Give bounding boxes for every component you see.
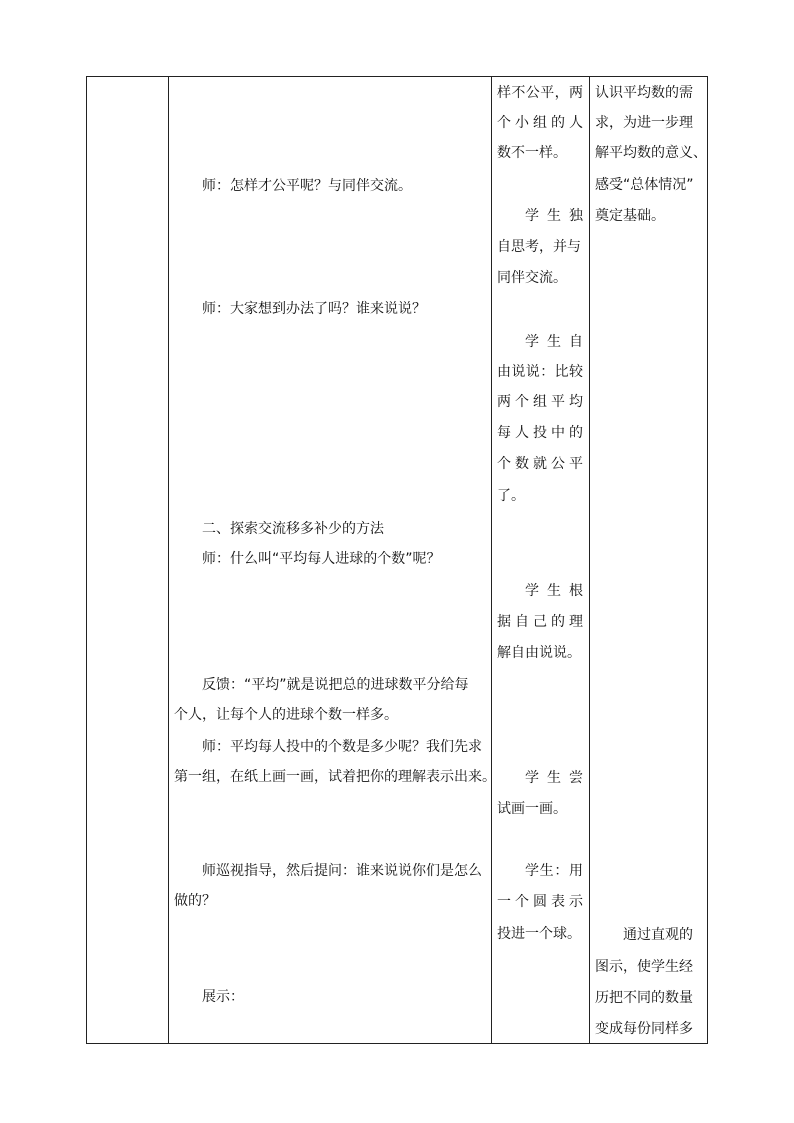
intent-2-line-3: 历把不同的数量 (595, 990, 693, 1006)
student-response-6-line-1: 学生：用 (525, 863, 583, 879)
feedback-line-2: 个人，让每个人的进球个数一样多。 (174, 707, 398, 723)
student-response-5-line-1: 学生尝 (525, 770, 583, 786)
intent-1-line-4: 感受“总体情况” (595, 177, 694, 193)
student-response-2-line-3: 同伴交流。 (497, 270, 567, 286)
student-response-3-line-6: 了。 (497, 488, 525, 504)
column-divider-1 (168, 77, 169, 1043)
student-response-1-line-1: 样不公平，两 (497, 85, 583, 101)
student-response-6-line-2: 一个圆表示 (497, 894, 583, 910)
student-response-2-line-1: 学生独 (525, 208, 583, 224)
column-divider-2 (491, 77, 492, 1043)
student-response-1-line-2: 个小组的人 (497, 115, 583, 131)
student-response-6-line-3: 投进一个球。 (497, 926, 581, 942)
student-response-2-line-2: 自思考，并与 (497, 239, 581, 255)
student-response-1-line-3: 数不一样。 (497, 145, 567, 161)
student-response-3-line-3: 两个组平均 (497, 394, 583, 410)
intent-1-line-1: 认识平均数的需 (595, 85, 693, 101)
column-divider-3 (589, 77, 590, 1043)
student-response-4-line-2: 据自己的理 (497, 614, 583, 630)
intent-2-line-4: 变成每份同样多 (595, 1021, 693, 1037)
student-response-4-line-3: 解自由说说。 (497, 645, 581, 661)
teacher-question-fairness: 师：怎样才公平呢？与同伴交流。 (202, 178, 412, 194)
student-response-5-line-2: 试画一画。 (497, 801, 567, 817)
intent-2-line-2: 图示，使学生经 (595, 959, 693, 975)
teacher-guide-line-2: 做的？ (174, 893, 216, 909)
intent-2-line-1: 通过直观的 (623, 927, 693, 943)
teacher-guide-line-1: 师巡视指导，然后提问：谁来说说你们是怎么 (202, 863, 482, 879)
student-response-3-line-5: 个数就公平 (497, 456, 583, 472)
student-response-3-line-2: 由说说：比较 (497, 364, 583, 380)
section-heading-explore: 二、探索交流移多补少的方法 (202, 521, 384, 537)
intent-1-line-2: 求，为进一步理 (595, 115, 693, 131)
student-response-4-line-1: 学生根 (525, 583, 583, 599)
teacher-question-average: 师：什么叫“平均每人进球的个数”呢？ (202, 551, 441, 567)
intent-1-line-3: 解平均数的意义、 (595, 145, 707, 161)
feedback-line-1: 反馈：“平均”就是说把总的进球数平分给每 (202, 677, 469, 693)
teacher-question-draw-line-2: 第一组，在纸上画一画，试着把你的理解表示出来。 (174, 769, 496, 785)
teacher-question-ideas: 师：大家想到办法了吗？谁来说说？ (202, 301, 426, 317)
student-response-3-line-1: 学生自 (525, 334, 583, 350)
intent-1-line-5: 奠定基础。 (595, 208, 665, 224)
teacher-show-label: 展示： (202, 989, 244, 1005)
student-response-3-line-4: 每人投中的 (497, 425, 583, 441)
teacher-question-draw-line-1: 师：平均每人投中的个数是多少呢？我们先求 (202, 739, 482, 755)
